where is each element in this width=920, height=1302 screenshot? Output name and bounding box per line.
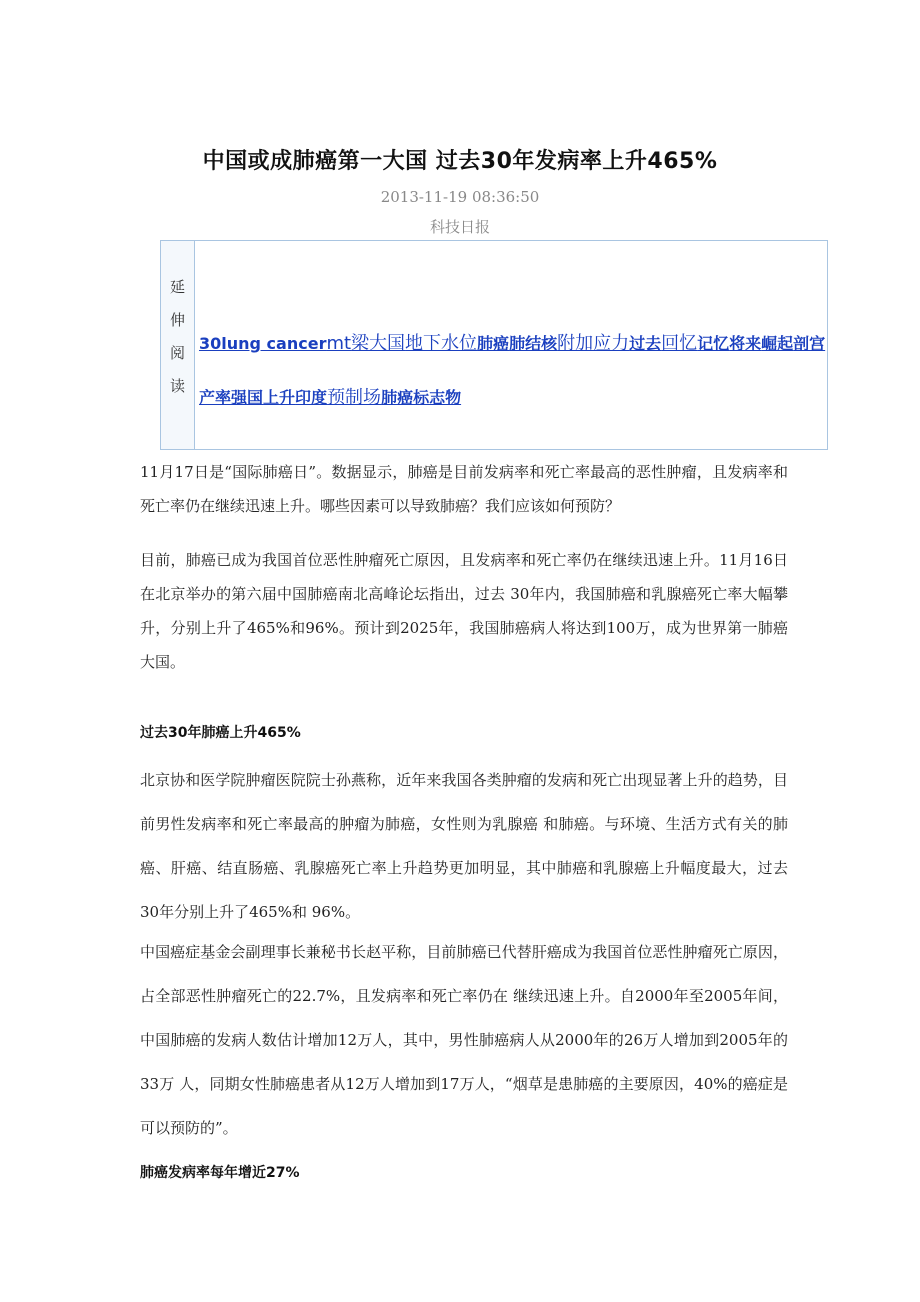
section-heading-30-years: 过去30年肺癌上升465% — [140, 725, 301, 741]
link-rise[interactable]: 崛起 — [761, 334, 794, 353]
link-additional-stress[interactable]: 附加应力 — [557, 333, 630, 354]
link-lung-cancer-marker[interactable]: 肺癌标志物 — [381, 388, 462, 407]
link-memory[interactable]: 记忆 — [697, 334, 730, 353]
link-lung-cancer-cn[interactable]: 肺癌 — [477, 334, 510, 353]
link-mt[interactable]: mt — [326, 333, 352, 354]
link-recall[interactable]: 回忆 — [661, 333, 698, 354]
link-india[interactable]: 印度 — [295, 388, 328, 407]
link-groundwater-level[interactable]: 地下水位 — [405, 333, 478, 354]
article-source: 科技日报 — [429, 218, 490, 236]
link-tuberculosis[interactable]: 肺结核 — [509, 334, 558, 353]
link-liang-daguo[interactable]: 梁大国 — [351, 333, 406, 354]
paragraph-zhao-ping: 中国癌症基金会副理事长兼秘书长赵平称，目前肺癌已代替肝癌成为我国首位恶性肿瘤死亡原因，占全部恶性肿瘤死亡的22.7%，且发病率和死亡率仍在 继续迅速上升。自2000年至2005年间，中国肺癌的发病人数估计增加12万人，其中，男性肺癌病人从2000年的26万人增加到2005年的33万 人，同期女性肺癌患者从12万人增加到17万人，“烟草是患肺癌的主要原因，40%的癌症是可以预防的”。 — [140, 943, 788, 1137]
article-title: 中国或成肺癌第一大国 过去30年发病率上升465% — [202, 149, 718, 174]
extended-reading-label — [161, 241, 195, 449]
link-past[interactable]: 过去 — [629, 334, 662, 353]
section-heading-annual-increase: 肺癌发病率每年增近27% — [140, 1165, 300, 1181]
link-lung-cancer[interactable]: 30lung cancer — [199, 334, 327, 353]
paragraph-sun-yan: 北京协和医学院肿瘤医院院士孙燕称，近年来我国各类肿瘤的发病和死亡出现显著上升的趋势，目前男性发病率和死亡率最高的肿瘤为肺癌，女性则为乳腺癌 和肺癌。与环境、生活方式有关的肺癌、肝癌、结直肠癌、乳腺癌死亡率上升趋势更加明显，其中肺癌和乳腺癌上升幅度最大，过去30年分别上升了465%和 96%。 — [140, 771, 788, 921]
extended-reading-box — [160, 240, 828, 450]
paragraph-current-status: 目前，肺癌已成为我国首位恶性肿瘤死亡原因，且发病率和死亡率仍在继续迅速上升。11月16日在北京举办的第六届中国肺癌南北高峰论坛指出，过去 30年内，我国肺癌和乳腺癌死亡率大幅攀升，分别上升了465%和96%。预计到2025年，我国肺癌病人将达到100万，成为世界第一肺癌大国。 — [140, 551, 788, 671]
link-precast-yard[interactable]: 预制场 — [327, 387, 382, 408]
extended-reading-label-text: 延伸阅读 — [168, 279, 186, 411]
link-future[interactable]: 将来 — [729, 334, 762, 353]
link-cesarean-rate[interactable]: 剖宫产率 — [199, 334, 826, 407]
paragraph-intro: 11月17日是“国际肺癌日”。数据显示，肺癌是目前发病率和死亡率最高的恶性肿瘤，且发病率和死亡率仍在继续迅速上升。哪些因素可以导致肺癌？我们应该如何预防？ — [140, 463, 788, 515]
link-great-power[interactable]: 强国 — [231, 388, 264, 407]
publish-date: 2013-11-19 08:36:50 — [380, 188, 540, 206]
extended-reading-links — [199, 317, 827, 425]
link-increase[interactable]: 上升 — [263, 388, 296, 407]
